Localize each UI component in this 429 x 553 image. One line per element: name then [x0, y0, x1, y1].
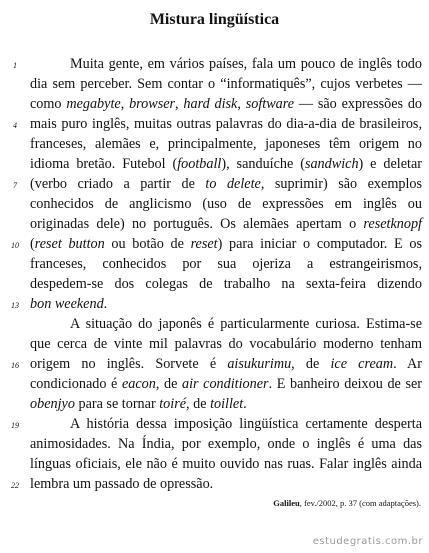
text-line — [11, 234, 422, 254]
line-content — [30, 234, 422, 254]
text-segment: línguas oficiais, ele não é muito ouvido nas ruas. Falar inglês ainda — [30, 456, 422, 472]
text-line — [30, 134, 422, 154]
source-details: , fev./2002, p. 37 (com adaptações). — [299, 498, 421, 508]
line-content — [30, 314, 422, 334]
line-content — [30, 374, 422, 394]
italic-term: software — [245, 96, 295, 112]
text-segment: origem no inglês. Sorvete é — [30, 356, 228, 372]
line-content — [30, 334, 422, 354]
text-segment: mais puro inglês, muitas outras palavras do dia-a-dia de brasileiros, — [30, 116, 422, 132]
line-content — [30, 254, 422, 274]
text-segment: . — [243, 396, 247, 412]
line-content — [30, 474, 422, 494]
text-segment: ( — [30, 236, 35, 252]
italic-term: ice cream — [330, 356, 394, 372]
text-segment: idioma bretão. Futebol ( — [30, 156, 178, 172]
line-content — [30, 214, 422, 234]
italic-term: to delete — [205, 176, 261, 192]
line-content — [30, 94, 422, 114]
italic-term: aisukurimu — [227, 356, 292, 372]
line-content — [30, 54, 422, 74]
line-content — [30, 454, 422, 474]
italic-term: sandwich — [304, 156, 359, 172]
italic-term: toillet — [210, 396, 244, 412]
text-line — [30, 394, 422, 414]
text-segment: , de — [186, 396, 211, 412]
italic-term: football — [177, 156, 222, 172]
text-line — [30, 194, 422, 214]
watermark: estudegratis.com.br — [312, 536, 423, 547]
line-number: 19 — [11, 421, 19, 430]
text-segment: , de — [155, 376, 182, 392]
text-segment: A história dessa imposição lingüística certamente desperta — [70, 416, 422, 432]
text-segment: franceses, conhecidos por sua ojeriza a estrangeirismos, — [30, 256, 422, 272]
line-content — [30, 434, 422, 454]
document-title: Mistura lingüística — [149, 11, 280, 28]
text-segment: (verbo criado a partir de — [30, 176, 206, 192]
text-segment: conhecidos de anglicismo (uso de expressões em inglês ou — [30, 196, 422, 212]
text-segment: A situação do japonês é particularmente curiosa. Estima-se — [70, 316, 422, 332]
text-segment: originadas dele) no português. Os alemães apertam o — [30, 216, 364, 232]
italic-term: reset — [190, 236, 218, 252]
text-segment: . E banheiro deixou de ser — [268, 376, 422, 392]
text-segment: para se tornar — [74, 396, 160, 412]
line-content — [30, 174, 422, 194]
text-segment: , suprimir) são exemplos — [260, 176, 422, 192]
line-content — [30, 274, 422, 294]
text-line — [30, 374, 422, 394]
text-line — [11, 354, 422, 374]
line-content — [30, 354, 422, 374]
text-segment: condicionado é — [30, 376, 122, 392]
text-segment: franceses, alemães e, principalmente, japoneses têm origem no — [30, 136, 422, 152]
text-line — [13, 174, 422, 194]
text-segment: ) e deletar — [358, 156, 422, 172]
italic-term: reset button — [34, 236, 105, 252]
text-segment: que cerca de vinte mil palavras do vocabulário moderno tenham — [30, 336, 422, 352]
text-line — [30, 434, 422, 454]
italic-term: hard disk — [183, 96, 238, 112]
text-line — [30, 74, 422, 94]
text-segment: , — [120, 96, 130, 112]
italic-term: resetknopf — [363, 216, 422, 232]
text-line — [30, 254, 422, 274]
italic-term: bon weekend — [30, 296, 104, 312]
text-line — [30, 154, 422, 174]
line-number: 16 — [11, 361, 19, 370]
line-content — [30, 394, 422, 414]
text-line — [11, 474, 422, 494]
text-segment: animosidades. Na Índia, por exemplo, onde o inglês é uma das — [30, 436, 422, 452]
text-line — [30, 454, 422, 474]
line-content — [30, 414, 422, 434]
line-number: 10 — [11, 241, 19, 250]
line-number: 13 — [11, 301, 19, 310]
text-line — [13, 54, 422, 74]
text-segment: Muita gente, em vários países, fala um pouco de inglês todo — [70, 56, 422, 72]
text-segment: , — [237, 96, 246, 112]
italic-term: obenjyo — [30, 396, 75, 412]
italic-term: toiré — [159, 396, 187, 412]
line-number: 1 — [13, 61, 17, 70]
text-segment: , — [175, 96, 184, 112]
text-segment: lembra um passado de opressão. — [30, 476, 214, 492]
line-content — [30, 74, 422, 94]
line-content — [30, 114, 422, 134]
text-line — [13, 114, 422, 134]
italic-term: megabyte — [66, 96, 121, 112]
text-segment: ), sanduíche ( — [221, 156, 305, 172]
italic-term: air conditioner — [181, 376, 269, 392]
text-line — [11, 294, 422, 314]
text-line — [30, 274, 422, 294]
text-body — [11, 54, 423, 494]
line-number: 7 — [13, 181, 17, 190]
text-segment: . Ar — [393, 356, 422, 372]
text-segment: ou botão de — [104, 236, 191, 252]
text-line — [30, 314, 422, 334]
line-number: 4 — [13, 121, 17, 130]
text-segment: . — [103, 296, 108, 312]
text-segment: ) para iniciar o computador. E os — [217, 236, 422, 252]
text-segment: como — [30, 96, 67, 112]
text-line — [30, 334, 422, 354]
text-segment: dia sem perceber. Sem contar o “informatiquês”, cujos verbetes — — [30, 76, 422, 92]
source-citation — [273, 498, 421, 509]
text-segment: despedem-se dos colegas de trabalho na sexta-feira dizendo — [30, 276, 422, 292]
source-publication: Galileu — [273, 498, 300, 508]
line-content — [30, 134, 422, 154]
line-content — [30, 154, 422, 174]
text-line — [30, 214, 422, 234]
italic-term: eacon — [121, 376, 156, 392]
line-content — [30, 194, 422, 214]
line-content — [30, 294, 422, 314]
italic-term: browser — [129, 96, 176, 112]
line-number: 22 — [11, 481, 19, 490]
text-line — [11, 414, 422, 434]
text-segment: , de — [291, 356, 331, 372]
text-line — [30, 94, 422, 114]
text-segment: — são expressões do — [294, 96, 423, 112]
